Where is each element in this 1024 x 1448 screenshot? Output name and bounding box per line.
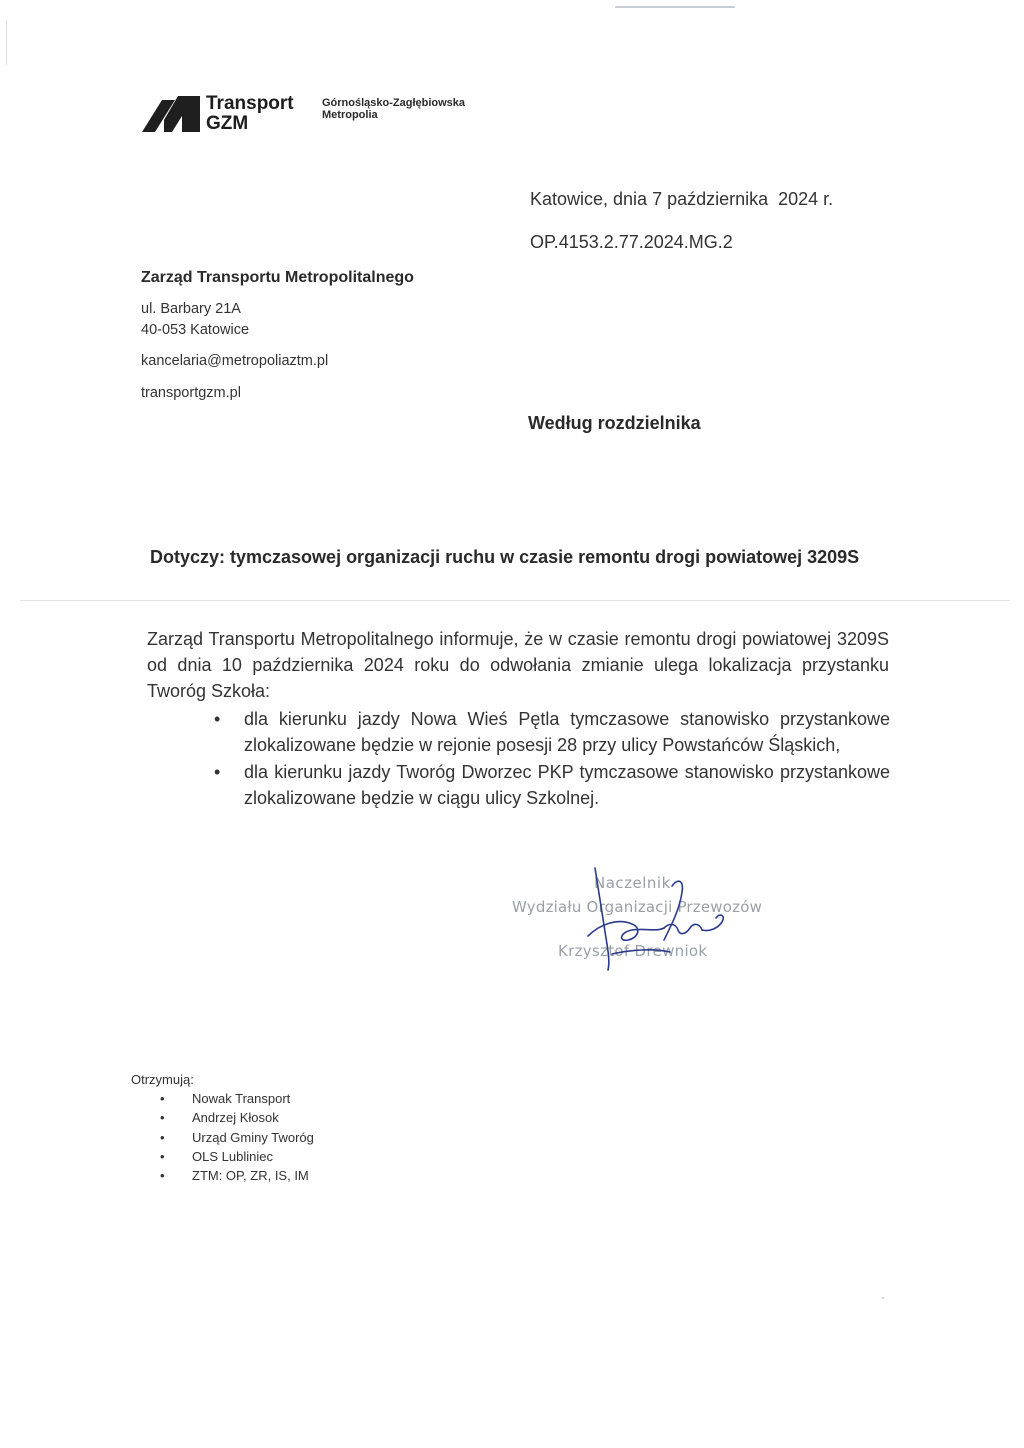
sender-city: 40-053 Katowice [141,322,250,338]
distribution-item: Nowak Transport [192,1091,291,1106]
bullet-icon: • [214,762,221,782]
sender-organization: Zarząd Transportu Metropolitalnego [141,269,414,286]
sender-website: transportgzm.pl [141,385,241,401]
distribution-item: Andrzej Kłosok [192,1110,279,1126]
recipient: Według rozdzielnika [528,413,701,433]
page-fold-line [20,600,1010,601]
brand-name-line2: GZM [206,113,249,134]
body-intro: Zarząd Transportu Metropolitalnego informuje, że w czasie remontu drogi powiatowej 3209S od dnia 10 października 2024 roku do odwołania zmianie ulega lokalizacja przystanku Tworóg Szkoła: [147,629,889,701]
distribution-list [160,1089,314,1185]
stamp-title: Naczelnik [594,874,671,892]
scan-artifact-top [615,6,735,8]
bullet-icon: • [160,1091,165,1106]
bullet-text: dla kierunku jazdy Tworóg Dworzec PKP tymczasowe stanowisko przystankowe zlokalizowane będzie w ciągu ulicy Szkolnej. [244,762,890,808]
subject-line: Dotyczy: tymczasowej organizacji ruchu w czasie remontu drogi powiatowej 3209S [150,547,860,567]
metropolis-name-line1: Górnośląsko-Zagłębiowska [322,97,466,109]
list-item [160,1128,314,1147]
transport-gzm-logo-icon [142,96,200,137]
scan-artifact-left [6,20,7,65]
letter-date: Katowice, dnia 7 października 2024 r. [530,189,834,209]
list-item [212,759,890,811]
sender-email: kancelaria@metropoliaztm.pl [141,353,329,369]
scan-speck [882,1297,884,1299]
reference-number: OP.4153.2.77.2024.MG.2 [530,232,733,252]
metropolis-name-line2: Metropolia [322,109,378,121]
bullet-icon: • [160,1110,165,1126]
bullet-icon: • [160,1129,165,1145]
bullet-icon: • [214,709,221,729]
distribution-item: OLS Lubliniec [192,1148,273,1164]
body-bullet-list [212,706,890,812]
handwritten-signature [560,858,760,978]
distribution-item: Urząd Gminy Tworóg [192,1129,314,1145]
letter-body [147,626,889,704]
sender-street: ul. Barbary 21A [141,301,241,317]
list-item [212,706,890,758]
distribution-title: Otrzymują: [131,1072,194,1087]
list-item [160,1166,314,1185]
distribution-item: ZTM: OP, ZR, IS, IM [192,1168,309,1184]
brand-name-line1: Transport [206,93,294,114]
stamp-name: Krzysztof Drewniok [558,942,708,960]
list-item [160,1147,314,1166]
list-item [160,1108,314,1127]
bullet-icon: • [160,1148,165,1164]
bullet-text: dla kierunku jazdy Nowa Wieś Pętla tymczasowe stanowisko przystankowe zlokalizowane będzie w rejonie posesji 28 przy ulicy Powstańców Śląskich, [244,709,890,755]
bullet-icon: • [160,1168,165,1184]
list-item [160,1089,314,1108]
stamp-department: Wydziału Organizacji Przewozów [512,898,763,916]
